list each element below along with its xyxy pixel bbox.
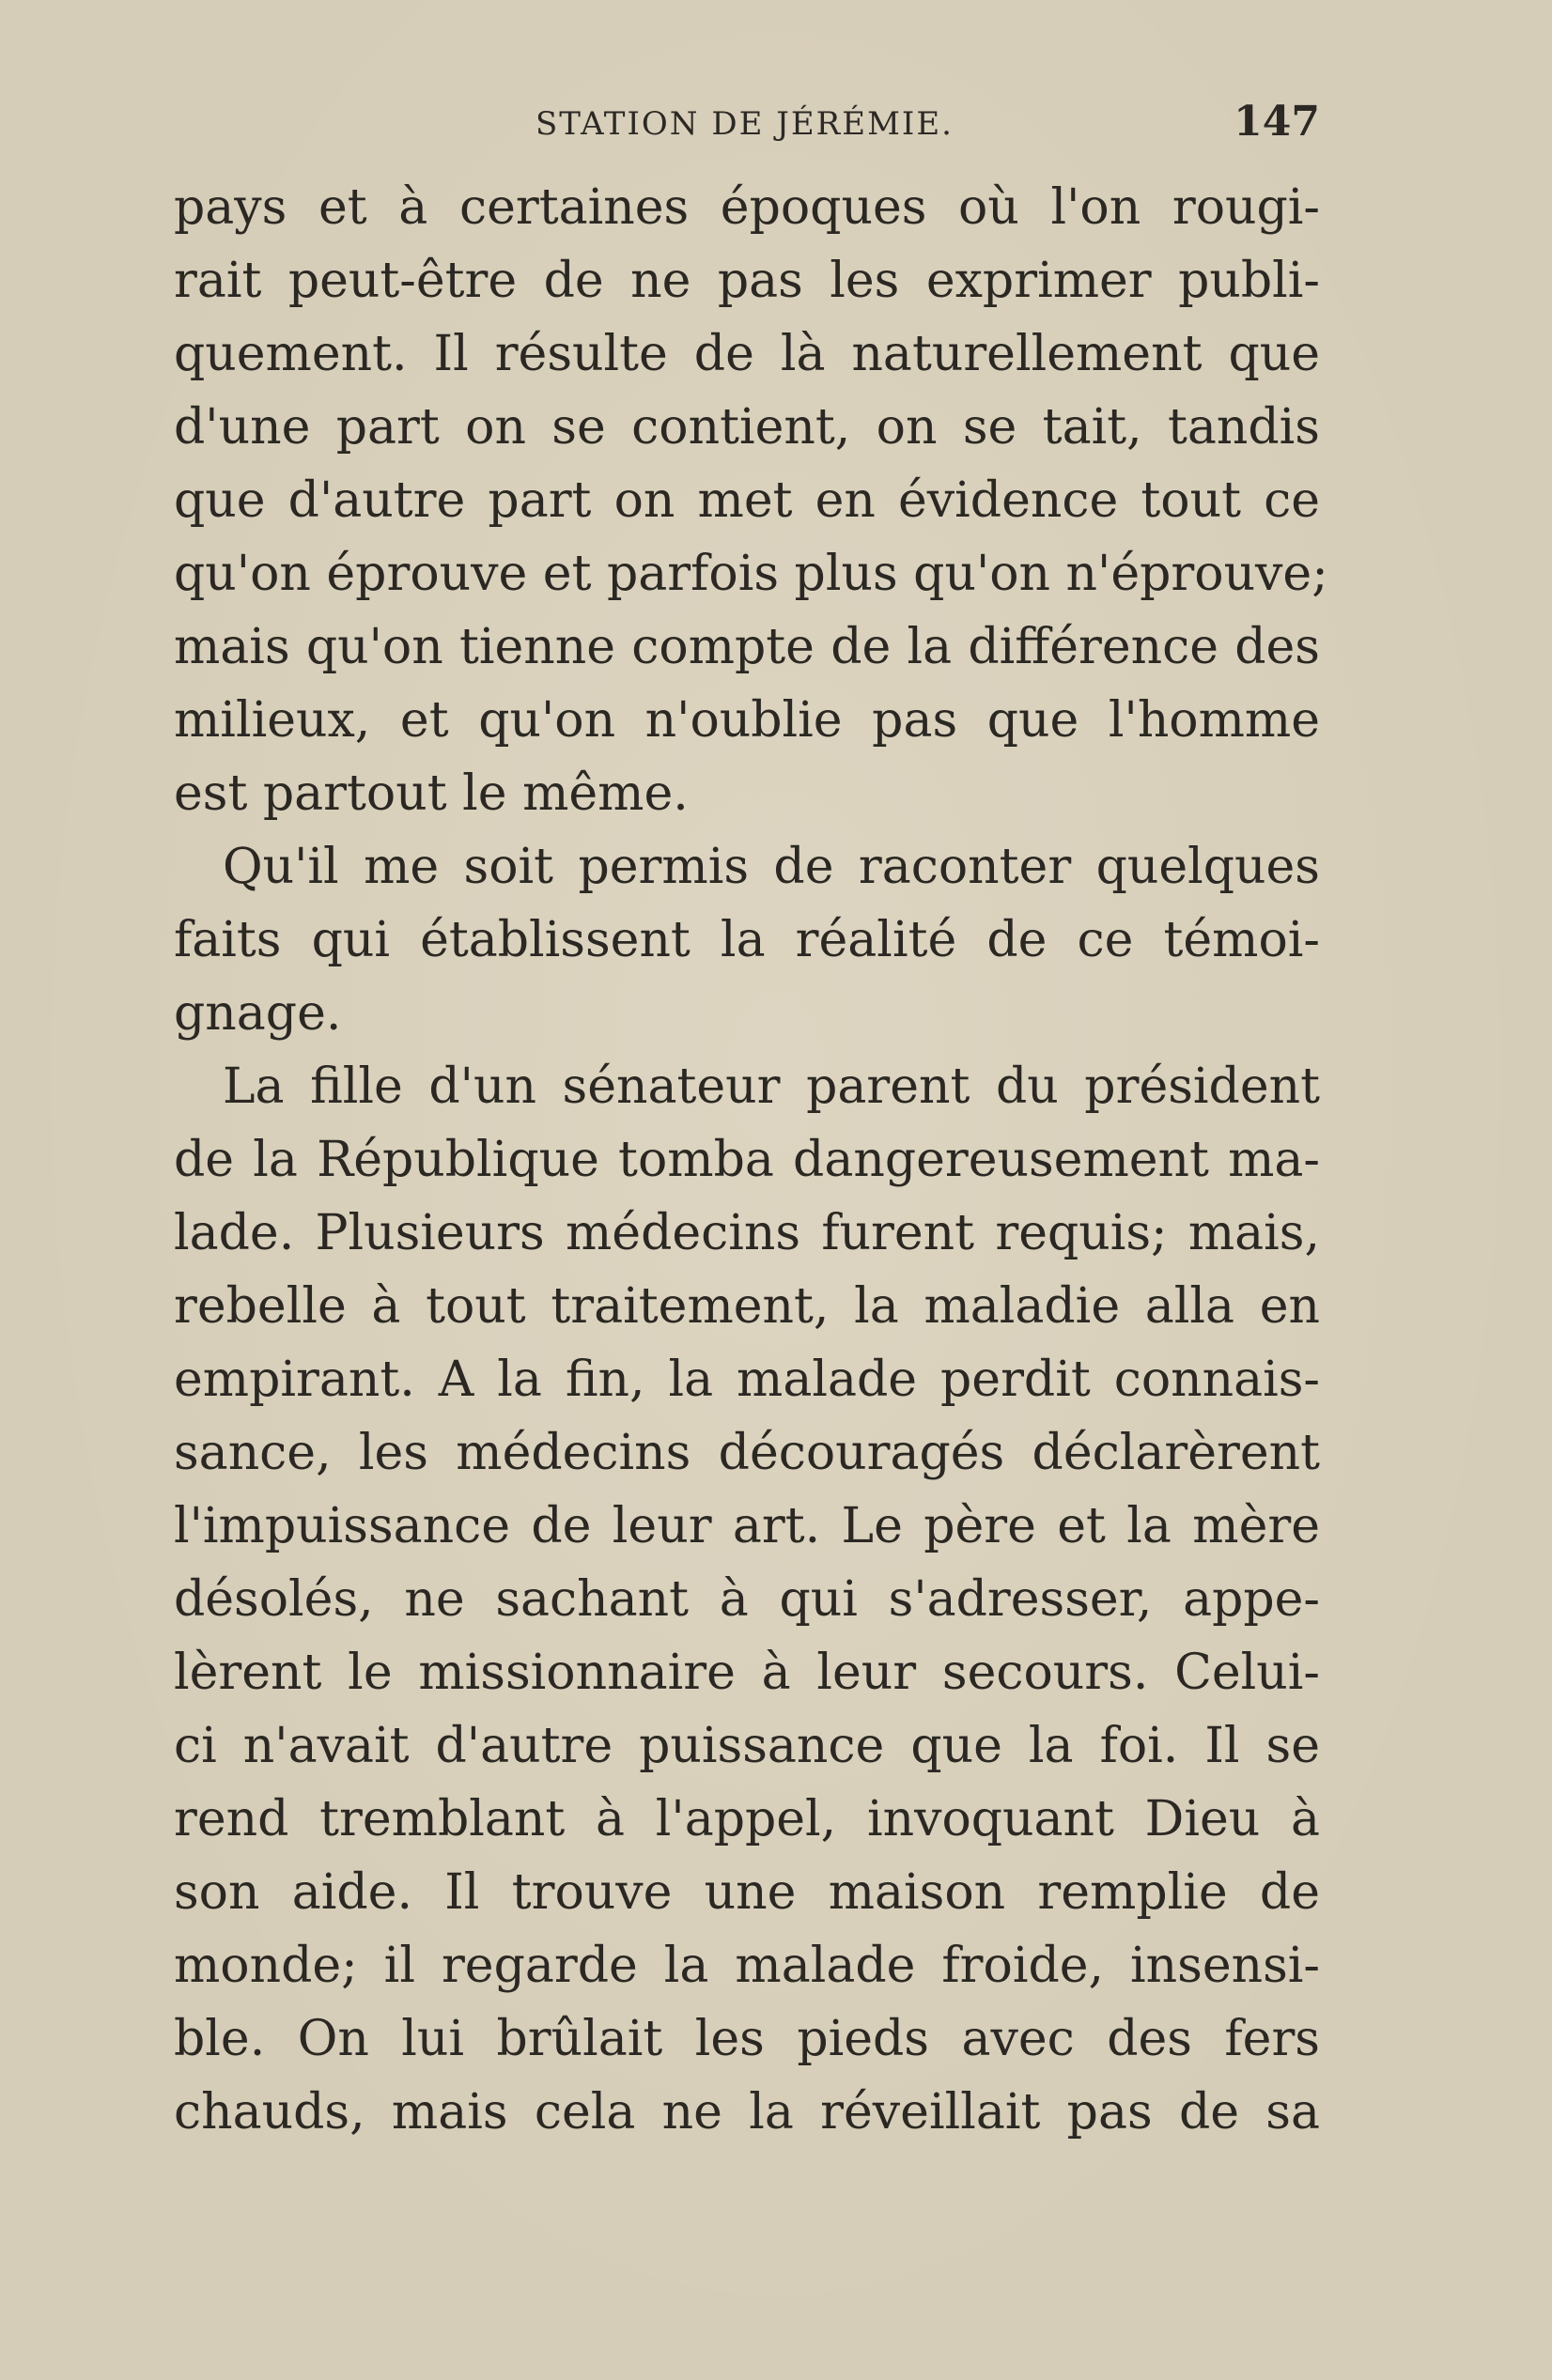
text-line: faits qui établissent la réalité de ce témoi- bbox=[174, 912, 1320, 968]
text-line: rebelle à tout traitement, la maladie alla en bbox=[174, 1278, 1320, 1335]
text-line: chauds, mais cela ne la réveillait pas de sa bbox=[174, 2084, 1320, 2140]
body-text bbox=[174, 171, 1328, 2149]
text-line: mais qu'on tienne compte de la différence des bbox=[174, 619, 1320, 675]
text-line: quement. Il résulte de là naturellement que bbox=[174, 326, 1320, 382]
text-line: lade. Plusieurs médecins furent requis; mais, bbox=[174, 1205, 1320, 1261]
text-line: rait peut-être de ne pas les exprimer publi- bbox=[174, 253, 1320, 309]
text-line: de la République tomba dangereusement ma- bbox=[174, 1132, 1320, 1188]
text-line: pays et à certaines époques où l'on rougi- bbox=[174, 179, 1320, 236]
text-line: milieux, et qu'on n'oublie pas que l'homme bbox=[174, 692, 1320, 749]
text-line: lèrent le missionnaire à leur secours. Celui- bbox=[174, 1645, 1320, 1701]
text-line: l'impuissance de leur art. Le père et la mère bbox=[174, 1498, 1320, 1554]
running-title: STATION DE JÉRÉMIE. bbox=[535, 105, 954, 143]
text-line: ble. On lui brûlait les pieds avec des fers bbox=[174, 2011, 1320, 2067]
text-line: sance, les médecins découragés déclarèrent bbox=[174, 1425, 1320, 1481]
page-number: 147 bbox=[1234, 98, 1320, 146]
text-line: d'une part on se contient, on se tait, tandis bbox=[174, 399, 1320, 456]
text-line: ci n'avait d'autre puissance que la foi. Il se bbox=[174, 1718, 1320, 1774]
text-line: empirant. A la fin, la malade perdit connais- bbox=[174, 1352, 1320, 1408]
text-line: Qu'il me soit permis de raconter quelques bbox=[223, 839, 1320, 895]
text-line: qu'on éprouve et parfois plus qu'on n'éprouve; bbox=[174, 546, 1328, 602]
text-line: désolés, ne sachant à qui s'adresser, appe- bbox=[174, 1571, 1320, 1628]
page-header bbox=[174, 94, 1320, 150]
text-line: est partout le même. bbox=[174, 765, 689, 822]
text-line: son aide. Il trouve une maison remplie de bbox=[174, 1864, 1320, 1921]
text-line: monde; il regarde la malade froide, insensi- bbox=[174, 1938, 1320, 1994]
text-line: rend tremblant à l'appel, invoquant Dieu à bbox=[174, 1791, 1320, 1847]
text-line: gnage. bbox=[174, 985, 342, 1042]
text-line: que d'autre part on met en évidence tout ce bbox=[174, 472, 1320, 529]
text-line: La fille d'un sénateur parent du président bbox=[223, 1059, 1320, 1115]
